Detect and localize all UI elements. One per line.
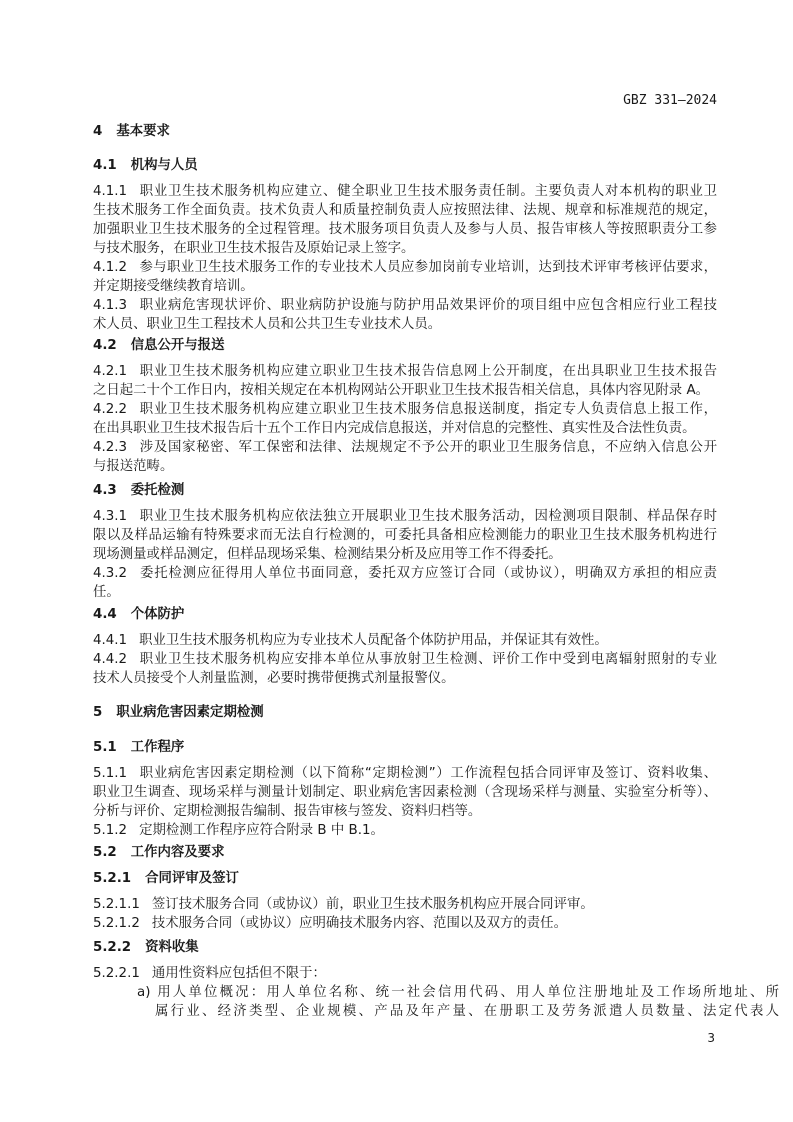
- text-line: [93, 526, 717, 545]
- text-line: [93, 182, 717, 201]
- text-line: [93, 564, 717, 583]
- text-line: [93, 362, 717, 381]
- text-line: [93, 457, 717, 476]
- section-number: 4.3: [93, 483, 117, 498]
- clause-number: 4.4.2: [93, 652, 128, 667]
- line-text: 分析与评价、定期检测报告编制、报告审核与签发、资料归档等。: [93, 804, 482, 819]
- line-text: 职业卫生调查、现场采样与测量计划制定、职业病危害因素检测（含现场采样与测量、实验室分析等）、: [93, 785, 717, 800]
- text-line: [93, 438, 717, 457]
- clause-number: 4.3.1: [93, 509, 128, 524]
- clause-number: 5.2.2.1: [93, 966, 140, 981]
- section-heading: [93, 869, 717, 888]
- text-line: [93, 783, 717, 802]
- text-line: [93, 296, 717, 315]
- line-text: 加强职业卫生技术服务的全过程管理。技术服务项目负责人及参与人员、报告审核人等按照职责分工参: [93, 222, 717, 237]
- clause-number: 5.1.1: [93, 766, 128, 781]
- section-title: 资料收集: [145, 940, 199, 955]
- line-text: 定期检测工作程序应符合附录 B 中 B.1。: [139, 823, 384, 838]
- text-line: [93, 964, 717, 983]
- text-line: [93, 201, 717, 220]
- heading-line: [93, 938, 717, 957]
- clause-number: 4.1.3: [93, 298, 128, 313]
- text-line: [93, 545, 717, 564]
- text-line: [93, 258, 717, 277]
- section-title: 基本要求: [116, 124, 170, 139]
- section-title: 工作程序: [130, 740, 185, 755]
- clause-paragraph: [93, 764, 717, 821]
- line-text: 属行业、经济类型、企业规模、产品及年产量、在册职工及劳务派遣人员数量、法定代表人: [155, 1004, 779, 1019]
- clause-paragraph: [93, 400, 717, 438]
- text-line: [93, 650, 717, 669]
- document-code-header: GBZ 331—2024: [623, 93, 717, 108]
- section-heading: [93, 703, 717, 722]
- clause-paragraph: [93, 631, 717, 650]
- clause-paragraph: [93, 964, 717, 983]
- clause-paragraph: [93, 914, 717, 933]
- list-item: [93, 983, 779, 1021]
- line-text: 通用性资料应包括但不限于：: [151, 966, 326, 981]
- text-line: [93, 419, 717, 438]
- heading-line: [93, 156, 717, 175]
- page-number: 3: [707, 1031, 715, 1045]
- line-text: 用人单位概况：用人单位名称、统一社会信用代码、用人单位注册地址及工作场所地址、所: [155, 985, 779, 1000]
- text-line: [155, 1002, 779, 1021]
- clause-number: 5.1.2: [93, 823, 128, 838]
- clause-number: 4.2.2: [93, 402, 128, 417]
- line-text: 与技术服务，在职业卫生技术报告及原始记录上签字。: [93, 241, 415, 256]
- section-heading: [93, 156, 717, 175]
- heading-line: [93, 703, 717, 722]
- clause-paragraph: [93, 564, 717, 602]
- section-heading: [93, 481, 717, 500]
- clause-paragraph: [93, 438, 717, 476]
- clause-number: 4.2.3: [93, 440, 128, 455]
- section-heading: [93, 738, 717, 757]
- line-text: 参与职业卫生技术服务工作的专业技术人员应参加岗前专业培训，达到技术评审考核评估要求，: [139, 260, 717, 275]
- heading-line: [93, 843, 717, 862]
- clause-number: 4.1.2: [93, 260, 128, 275]
- text-line: [93, 802, 717, 821]
- section-number: 5.1: [93, 740, 117, 755]
- text-line: [93, 895, 717, 914]
- line-text: 职业病危害因素定期检测（以下简称“定期检测”）工作流程包括合同评审及签订、资料收集、: [139, 766, 717, 781]
- line-text: 职业卫生技术服务机构应建立、健全职业卫生技术服务责任制。主要负责人对本机构的职业卫: [139, 184, 717, 199]
- clause-number: 5.2.1.2: [93, 916, 140, 931]
- text-line: [93, 381, 717, 400]
- line-text: 限以及样品运输有特殊要求而无法自行检测的，可委托具备相应检测能力的职业卫生技术服务机构进行: [93, 528, 717, 543]
- line-text: 现场测量或样品测定，但样品现场采集、检测结果分析及应用等工作不得委托。: [93, 547, 562, 562]
- clause-paragraph: [93, 182, 717, 258]
- text-line: [93, 631, 717, 650]
- section-title: 机构与人员: [130, 158, 198, 173]
- text-line: [93, 914, 717, 933]
- section-number: 5.2.1: [93, 871, 132, 886]
- section-title: 委托检测: [130, 483, 185, 498]
- line-text: 任。: [93, 585, 120, 600]
- line-text: 职业卫生技术服务机构应建立职业卫生技术报告信息网上公开制度，在出具职业卫生技术报告: [139, 364, 717, 379]
- line-text: 技术服务合同（或协议）应明确技术服务内容、范围以及双方的责任。: [151, 916, 567, 931]
- heading-line: [93, 605, 717, 624]
- line-text: 职业卫生技术服务机构应为专业技术人员配备个体防护用品，并保证其有效性。: [139, 633, 608, 648]
- line-text: 并定期接受继续教育培训。: [93, 279, 254, 294]
- section-title: 合同评审及签订: [145, 871, 239, 886]
- clause-number: 4.4.1: [93, 633, 128, 648]
- clause-paragraph: [93, 258, 717, 296]
- heading-line: [93, 481, 717, 500]
- text-line: [137, 983, 779, 1002]
- section-heading: [93, 938, 717, 957]
- section-number: 5.2.2: [93, 940, 132, 955]
- heading-line: [93, 336, 717, 355]
- section-heading: [93, 122, 717, 141]
- section-heading: [93, 843, 717, 862]
- text-line: [93, 239, 717, 258]
- line-text: 职业病危害现状评价、职业病防护设施与防护用品效果评价的项目组中应包含相应行业工程技: [139, 298, 717, 313]
- section-number: 4: [93, 124, 103, 139]
- line-text: 签订技术服务合同（或协议）前，职业卫生技术服务机构应开展合同评审。: [151, 897, 594, 912]
- section-heading: [93, 336, 717, 355]
- text-line: [93, 764, 717, 783]
- line-text: 职业卫生技术服务机构应安排本单位从事放射卫生检测、评价工作中受到电离辐射照射的专业: [139, 652, 717, 667]
- text-line: [93, 220, 717, 239]
- section-number: 5.2: [93, 845, 117, 860]
- list-label: a): [137, 985, 151, 1000]
- line-text: 在出具职业卫生技术报告后十五个工作日内完成信息报送，并对信息的完整性、真实性及合法性负责。: [93, 421, 696, 436]
- text-line: [93, 400, 717, 419]
- clause-number: 4.1.1: [93, 184, 128, 199]
- heading-line: [93, 869, 717, 888]
- clause-number: 4.2.1: [93, 364, 128, 379]
- section-number: 4.1: [93, 158, 117, 173]
- clause-paragraph: [93, 650, 717, 688]
- line-text: 职业卫生技术服务机构应依法独立开展职业卫生技术服务活动，因检测项目限制、样品保存时: [139, 509, 717, 524]
- section-title: 工作内容及要求: [130, 845, 225, 860]
- line-text: 涉及国家秘密、军工保密和法律、法规规定不予公开的职业卫生服务信息，不应纳入信息公开: [139, 440, 717, 455]
- clause-number: 4.3.2: [93, 566, 128, 581]
- heading-line: [93, 738, 717, 757]
- heading-line: [93, 122, 717, 141]
- clause-paragraph: [93, 362, 717, 400]
- section-number: 4.2: [93, 338, 117, 353]
- text-line: [93, 315, 717, 334]
- clause-number: 5.2.1.1: [93, 897, 140, 912]
- line-text: 委托检测应征得用人单位书面同意，委托双方应签订合同（或协议），明确双方承担的相应责: [139, 566, 717, 581]
- text-line: [93, 507, 717, 526]
- section-title: 信息公开与报送: [130, 338, 225, 353]
- line-text: 职业卫生技术服务机构应建立职业卫生技术服务信息报送制度，指定专人负责信息上报工作，: [139, 402, 717, 417]
- section-number: 5: [93, 705, 103, 720]
- text-line: [93, 669, 717, 688]
- text-line: [93, 583, 717, 602]
- clause-paragraph: [93, 821, 717, 840]
- line-text: 之日起二十个工作日内，按相关规定在本机构网站公开职业卫生技术报告相关信息，具体内容见附录 A。: [93, 383, 709, 398]
- clause-paragraph: [93, 507, 717, 564]
- line-text: 生技术服务工作全面负责。技术负责人和质量控制负责人应按照法律、法规、规章和标准规范的规定，: [93, 203, 717, 218]
- text-line: [93, 277, 717, 296]
- text-line: [93, 821, 717, 840]
- line-text: 与报送范畴。: [93, 459, 174, 474]
- section-title: 职业病危害因素定期检测: [116, 705, 264, 720]
- clause-paragraph: [93, 296, 717, 334]
- section-title: 个体防护: [130, 607, 185, 622]
- line-text: 技术人员接受个人剂量监测，必要时携带便携式剂量报警仪。: [93, 671, 455, 686]
- section-heading: [93, 605, 717, 624]
- section-number: 4.4: [93, 607, 117, 622]
- clause-paragraph: [93, 895, 717, 914]
- line-text: 术人员、职业卫生工程技术人员和公共卫生专业技术人员。: [93, 317, 442, 332]
